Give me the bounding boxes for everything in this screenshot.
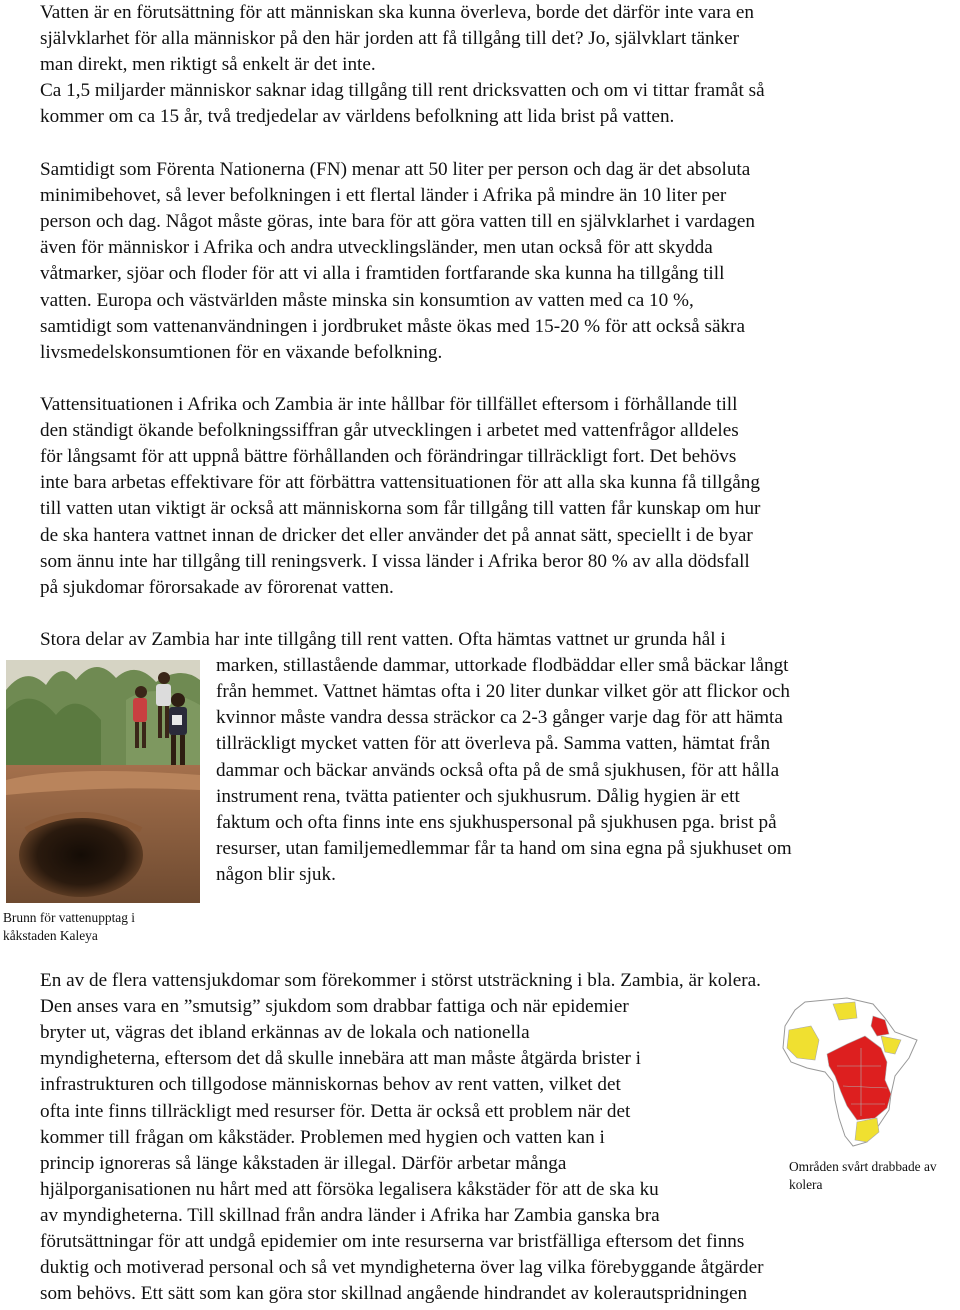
cholera-africa-map — [777, 996, 918, 1149]
well-photo — [6, 660, 200, 903]
text-line: kvinnor måste vandra dessa sträckor ca 2-3 gånger varje dag för att hämta — [216, 707, 783, 728]
text-line: Ca 1,5 miljarder människor saknar idag tillgång till rent dricksvatten och om vi tittar framåt så — [40, 80, 765, 101]
text-line: den ständigt ökande befolkningssiffran går utvecklingen i arbetet med vattenfrågor alldeles — [40, 420, 739, 441]
text-line: kommer till frågan om kåkstäder. Problemen med hygien och vatten kan i — [40, 1127, 605, 1148]
text-line: minimibehovet, så lever befolkningen i ett flertal länder i Afrika på mindre än 10 liter per — [40, 185, 727, 206]
text-line: instrument rena, tvätta patienter och sjukhusrum. Dålig hygien är ett — [216, 786, 740, 807]
text-line: vatten. Europa och västvärlden måste minska sin konsumtion av vatten med ca 10 %, — [40, 290, 694, 311]
text-line: Vattensituationen i Afrika och Zambia är inte hållbar för tillfället eftersom i förhållande till — [40, 394, 738, 415]
text-line: Samtidigt som Förenta Nationerna (FN) menar att 50 liter per person och dag är det absoluta — [40, 159, 751, 180]
text-line: Vatten är en förutsättning för att människan ska kunna överleva, borde det därför inte vara en — [40, 2, 754, 23]
text-line: dammar och bäckar används också ofta på de små sjukhusen, för att hålla — [216, 760, 780, 781]
text-line: av myndigheterna. Till skillnad från andra länder i Afrika har Zambia ganska bra — [40, 1205, 660, 1226]
map-caption-line: kolera — [789, 1177, 823, 1192]
text-line: kommer om ca 15 år, två tredjedelar av världens befolkning att lida brist på vatten. — [40, 106, 675, 127]
text-line: förutsättningar för att undgå epidemier om inte resurserna var bristfälliga eftersom det finns — [40, 1231, 745, 1252]
text-line: Den anses vara en ”smutsig” sjukdom som drabbar fattiga och när epidemier — [40, 996, 629, 1017]
text-line: man direkt, men riktigt så enkelt är det inte. — [40, 54, 376, 75]
text-line: som ännu inte har tillgång till reningsverk. I vissa länder i Afrika beror 80 % av alla dödsfall — [40, 551, 750, 572]
text-line: även för människor i Afrika och andra utvecklingsländer, men utan också för att skydda — [40, 237, 713, 258]
text-line: marken, stillastående dammar, uttorkade flodbäddar eller små bäckar långt — [216, 655, 789, 676]
text-line: En av de flera vattensjukdomar som förekommer i störst utsträckning i bla. Zambia, är kolera. — [40, 970, 761, 991]
well-photo-caption-line: Brunn för vattenupptag i — [3, 910, 136, 925]
text-line: inte bara arbetas effektivare för att förbättra vattensituationen för att alla ska kunna få tillgång — [40, 472, 760, 493]
text-line: hjälporganisationen nu hårt med att försöka legalisera kåkstäder för att de ska ku — [40, 1179, 659, 1200]
text-line: Stora delar av Zambia har inte tillgång till rent vatten. Ofta hämtas vattnet ur grunda hål i — [40, 629, 726, 650]
text-line: resurser, utan familjemedlemmar får ta hand om sina egna på sjukhuset om — [216, 838, 792, 859]
text-line: person och dag. Något måste göras, inte bara för att göra vatten till en självklarhet i vardagen — [40, 211, 756, 232]
text-line: till vatten utan viktigt är också att människorna som får tillgång till vatten får kunskap om hur — [40, 498, 761, 519]
text-line: bryter ut, vägras det ibland erkännas av de lokala och nationella — [40, 1022, 530, 1043]
text-line: faktum och ofta finns inte ens sjukhuspersonal på sjukhusen pga. brist på — [216, 812, 777, 833]
text-line: som behövs. Ett sätt som kan göra stor skillnad angående hindrandet av kolerautspridningen — [40, 1283, 748, 1304]
text-line: ofta inte finns tillräckligt med resurser för. Detta är också ett problem när det — [40, 1101, 631, 1122]
text-line: infrastrukturen och tillgodose människornas behov av rent vatten, vilket det — [40, 1074, 621, 1095]
well-photo-caption-line: kåkstaden Kaleya — [3, 928, 98, 943]
text-line: någon blir sjuk. — [216, 864, 336, 885]
map-caption-line: Områden svårt drabbade av — [789, 1159, 937, 1174]
text-line: samtidigt som vattenanvändningen i jordbruket måste ökas med 15-20 % för att också säkra — [40, 316, 745, 337]
text-line: våtmarker, sjöar och floder för att vi alla i framtiden fortfarande ska kunna ha tillgång till — [40, 263, 725, 284]
text-line: princip ignoreras så länge kåkstaden är illegal. Därför arbetar många — [40, 1153, 567, 1174]
text-line: de ska hantera vattnet innan de dricker det eller använder det på annat sätt, speciellt i de byar — [40, 525, 753, 546]
text-line: myndigheterna, eftersom det då skulle innebära att man måste åtgärda brister i — [40, 1048, 641, 1069]
text-line: tillräckligt mycket vatten för att överleva på. Samma vatten, hämtat från — [216, 733, 771, 754]
text-line: för långsamt för att uppnå bättre förhållanden och förändringar tillräckligt fort. Det behövs — [40, 446, 737, 467]
text-line: från hemmet. Vattnet hämtas ofta i 20 liter dunkar vilket gör att flickor och — [216, 681, 791, 702]
text-line: livsmedelskonsumtionen för en växande befolkning. — [40, 342, 443, 363]
text-line: duktig och motiverad personal och så vet myndigheterna över lag vilka förebyggande åtgärder — [40, 1257, 764, 1278]
text-line: självklarhet för alla människor på den här jorden att få tillgång till det? Jo, självklart tänker — [40, 28, 740, 49]
text-line: på sjukdomar förorsakade av förorenat vatten. — [40, 577, 394, 598]
